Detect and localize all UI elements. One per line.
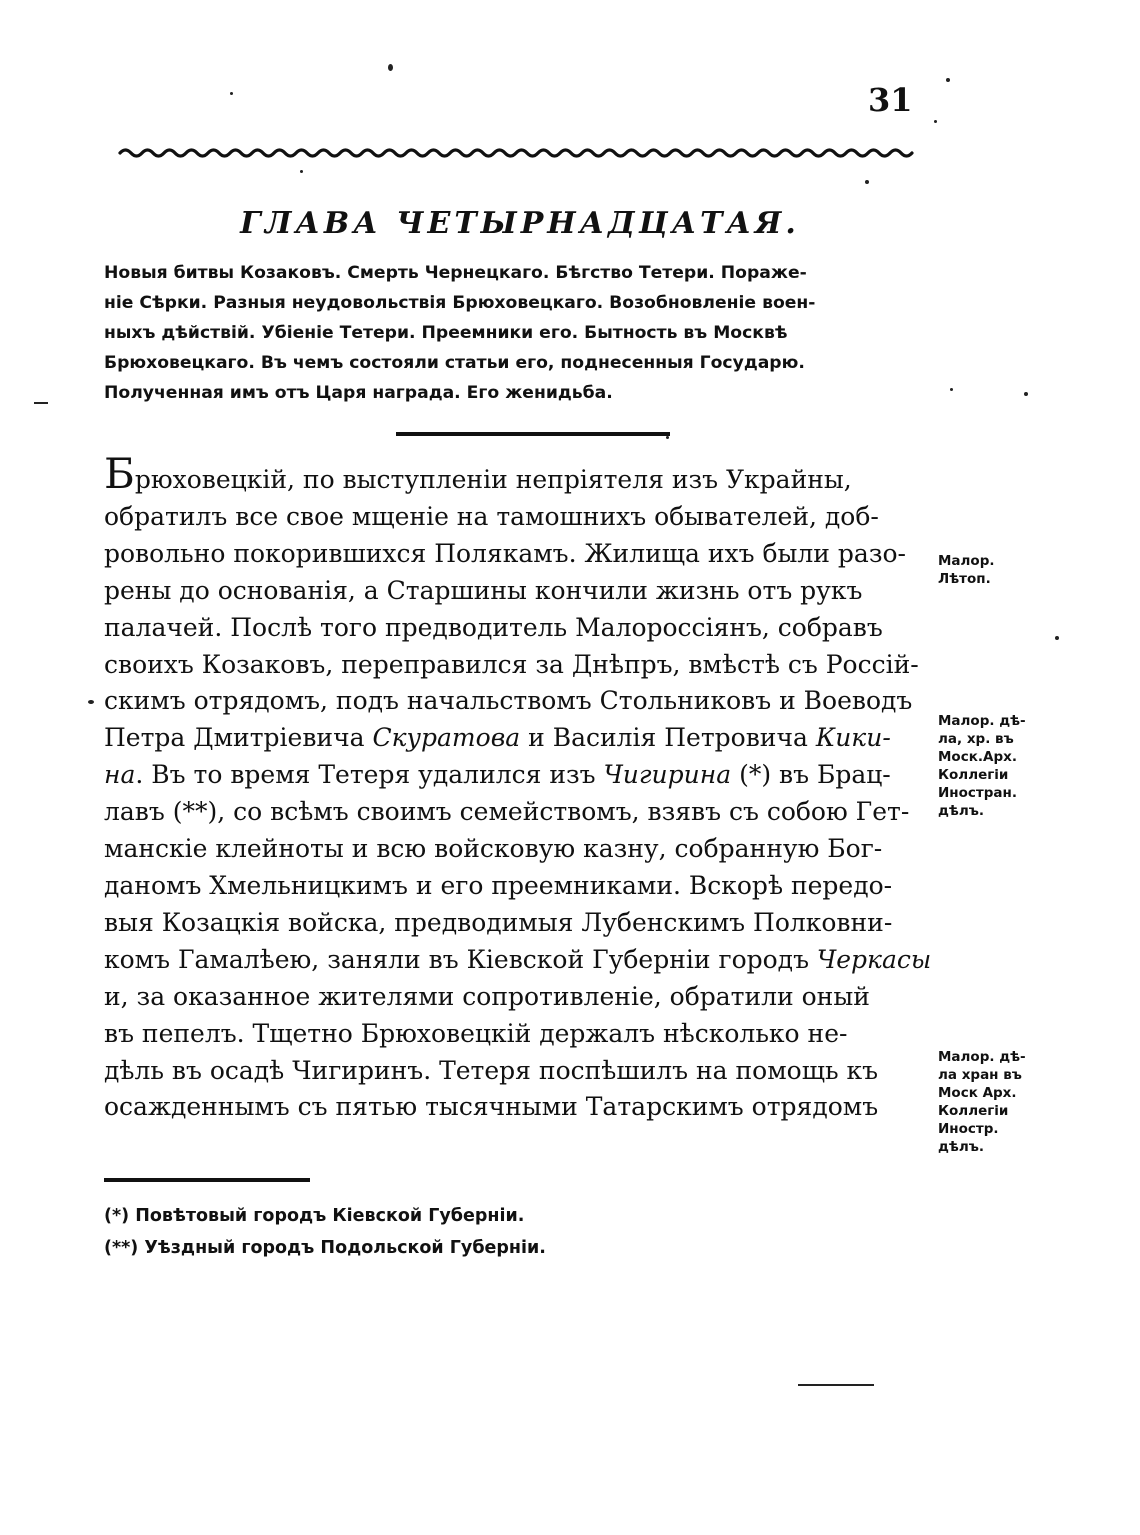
body-line: ровольно покорившихся Полякамъ. Жилища ихъ были разо- bbox=[104, 538, 906, 568]
footnote-divider bbox=[104, 1178, 310, 1182]
body-line: своихъ Козаковъ, переправился за Днѣпръ, вмѣстѣ съ Россій- bbox=[104, 649, 919, 679]
body-line: скимъ отрядомъ, подъ начальствомъ Стольниковъ и Воеводъ bbox=[104, 686, 913, 716]
side-note-line: Иностр. bbox=[938, 1121, 999, 1137]
side-note-line: Коллегіи bbox=[938, 1103, 1009, 1119]
page-number: 31 bbox=[868, 81, 913, 119]
scan-speck bbox=[666, 436, 669, 439]
side-note-line: Коллегіи bbox=[938, 767, 1009, 783]
body-line-text: и Василія Петровича bbox=[520, 723, 816, 753]
side-note-line: ла, хр. въ bbox=[938, 731, 1014, 747]
bottom-divider bbox=[798, 1384, 874, 1386]
summary-line: Брюховецкаго. Въ чемъ состояли статьи его, поднесенныя Государю. bbox=[104, 353, 805, 373]
side-note-line: дѣлъ. bbox=[938, 803, 984, 819]
side-note-archive-1 bbox=[938, 712, 1048, 820]
side-note-line: Лѣтоп. bbox=[938, 571, 991, 587]
side-note-line: дѣлъ. bbox=[938, 1139, 984, 1155]
body-line: осажденнымъ съ пятью тысячными Татарскимъ отрядомъ bbox=[104, 1092, 879, 1122]
body-line: въ пепелъ. Тщетно Брюховецкій держалъ нѣсколько не- bbox=[104, 1018, 848, 1048]
side-note-line: ла хран въ bbox=[938, 1067, 1022, 1083]
side-note-line: Малор. bbox=[938, 553, 995, 569]
body-line: и, за оказанное жителями сопротивленіе, обратили оный bbox=[104, 981, 870, 1011]
scan-speck bbox=[946, 78, 950, 82]
body-line bbox=[104, 720, 934, 757]
scan-speck bbox=[950, 388, 953, 391]
body-line: рены до основанія, а Старшины кончили жизнь отъ рукъ bbox=[104, 575, 863, 605]
body-line bbox=[104, 757, 934, 794]
body-line: дѣль въ осадѣ Чигиринъ. Тетеря поспѣшилъ на помощь къ bbox=[104, 1055, 879, 1085]
name-skuratov: Скуратова bbox=[372, 723, 521, 753]
body-line: выя Козацкія войска, предводимыя Лубенскимъ Полковни- bbox=[104, 907, 893, 937]
scan-speck bbox=[300, 170, 303, 173]
side-note-archive-2 bbox=[938, 1048, 1048, 1156]
dropcap: Б bbox=[104, 449, 135, 498]
body-line-text: (*) въ Брац- bbox=[731, 760, 891, 790]
footnotes bbox=[104, 1200, 804, 1264]
side-note-letopis bbox=[938, 552, 1048, 588]
body-line bbox=[104, 449, 934, 499]
chapter-summary bbox=[104, 258, 934, 408]
footnote: (**) Уѣздный городъ Подольской Губерніи. bbox=[104, 1238, 546, 1258]
body-line bbox=[104, 942, 934, 979]
place-cherkasy: Черкасы bbox=[816, 944, 932, 974]
scan-speck bbox=[388, 64, 393, 71]
body-line: лавъ (**), со всѣмъ своимъ семействомъ, взявъ съ собою Гет- bbox=[104, 797, 910, 827]
scan-speck bbox=[34, 402, 48, 404]
body-line: палачей. Послѣ того предводитель Малороссіянъ, собравъ bbox=[104, 612, 883, 642]
body-line-text: комъ Гамалѣею, заняли въ Кіевской Губерніи городъ bbox=[104, 944, 817, 974]
body-line: манскіе клейноты и всю войсковую казну, собранную Бог- bbox=[104, 834, 883, 864]
scan-speck bbox=[934, 120, 937, 123]
body-line-text: рюховецкій, по выступленіи непріятеля изъ Украйны, bbox=[134, 465, 852, 494]
scan-speck bbox=[230, 92, 233, 95]
summary-line: ныхъ дѣйствій. Убіеніе Тетери. Преемники его. Бытность въ Москвѣ bbox=[104, 323, 788, 343]
body-text bbox=[104, 449, 934, 1126]
name-kikin: Кики- bbox=[815, 723, 891, 753]
summary-line: Новыя битвы Козаковъ. Смерть Чернецкаго. Бѣгство Тетери. Пораже- bbox=[104, 263, 807, 283]
body-line: даномъ Хмельницкимъ и его преемниками. Вскорѣ передо- bbox=[104, 870, 893, 900]
name-kikin-end: на bbox=[104, 760, 136, 790]
scan-speck bbox=[1055, 636, 1059, 640]
scan-speck bbox=[1024, 392, 1028, 396]
side-note-line: Малор. дѣ- bbox=[938, 713, 1026, 729]
place-chigirin: Чигирина bbox=[603, 760, 732, 790]
chapter-title: ГЛАВА ЧЕТЫРНАДЦАТАЯ. bbox=[240, 206, 800, 241]
wavy-header-rule bbox=[118, 140, 930, 166]
scan-speck bbox=[88, 700, 94, 704]
scan-speck bbox=[865, 180, 869, 184]
side-note-line: Малор. дѣ- bbox=[938, 1049, 1026, 1065]
side-note-line: Моск Арх. bbox=[938, 1085, 1017, 1101]
summary-divider bbox=[396, 432, 670, 436]
side-note-line: Моск.Арх. bbox=[938, 749, 1017, 765]
summary-line: Полученная имъ отъ Царя награда. Его женидьба. bbox=[104, 383, 613, 403]
side-note-line: Иностран. bbox=[938, 785, 1017, 801]
body-line: обратилъ все свое мщеніе на тамошнихъ обывателей, доб- bbox=[104, 501, 879, 531]
body-line-text: Петра Дмитріевича bbox=[104, 723, 373, 753]
summary-line: ніе Сѣрки. Разныя неудовольствія Брюховецкаго. Возобновленіе воен- bbox=[104, 293, 816, 313]
footnote: (*) Повѣтовый городъ Кіевской Губерніи. bbox=[104, 1206, 525, 1226]
body-line-text: . Въ то время Тетеря удалился изъ bbox=[135, 760, 604, 790]
